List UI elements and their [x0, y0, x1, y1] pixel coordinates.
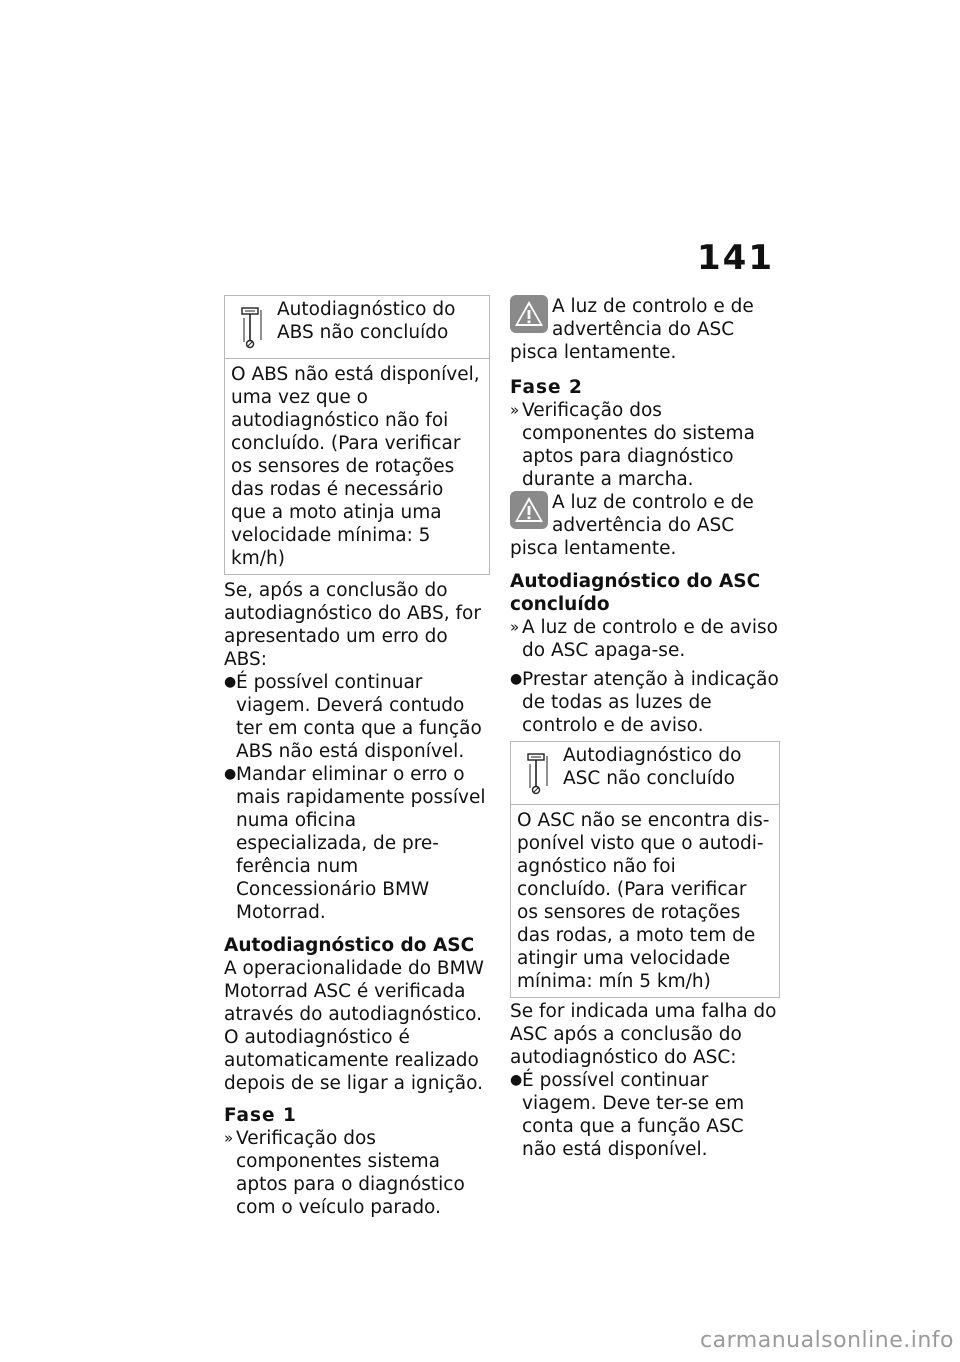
list-item-text: Prestar atenção à indicação de todas as luzes de controlo e de aviso.	[522, 669, 779, 736]
asc-notice-title: Autodiagnóstico do ASC não concluído	[563, 745, 742, 789]
list-item-text: É possível continuar viagem. Deve ter-se em conta que a função ASC não está disponível.	[522, 1070, 745, 1160]
abs-notice-title: Autodiagnóstico do ABS não concluído	[277, 299, 456, 343]
list-item	[510, 668, 780, 737]
arrow-icon: »	[510, 401, 520, 419]
asc-notice-body: O ASC não se encontra disponível visto que o autodiagnóstico não foi concluído. (Para verificar os sensores de rotações das rodas, a moto tem de atingir uma velocidade mínima: mín 5 km/h)	[517, 810, 770, 992]
abs-notice-header	[225, 296, 489, 359]
list-item	[224, 763, 490, 924]
list-item-text: A luz de controlo e de aviso do ASC apaga-se.	[522, 617, 778, 661]
right-column	[510, 295, 780, 1161]
arrow-icon: »	[510, 618, 520, 636]
section-heading-asc-concluido: Autodiagnóstico do ASC concluído	[510, 571, 761, 615]
abs-notice-box	[224, 295, 490, 575]
warning-triangle-icon	[510, 295, 548, 333]
warning-note	[510, 491, 780, 560]
list-item	[510, 399, 780, 491]
asc-notice-box	[510, 741, 780, 998]
asc-notice-header	[511, 742, 779, 805]
page-number: 141	[697, 238, 774, 278]
bullet-icon: ●	[224, 766, 237, 782]
watermark: carmanualsonline.info	[700, 1328, 954, 1353]
diagnostic-gauge-icon	[239, 306, 265, 352]
bullet-icon: ●	[510, 671, 523, 687]
warning-note-text: A luz de controlo e de advertência do ASC pisca lentamente.	[510, 296, 754, 363]
list-item-text: É possível continuar viagem. Deverá contudo ter em conta que a função ABS não está disponível.	[236, 672, 482, 762]
list-item	[224, 671, 490, 763]
bullet-icon: ●	[510, 1072, 523, 1088]
warning-triangle-icon	[510, 491, 548, 529]
list-item	[510, 1069, 780, 1161]
left-column	[224, 295, 490, 1219]
list-item-text: Verificação dos componentes sistema aptos para o diagnóstico com o veículo parado.	[236, 1128, 465, 1218]
phase-1-label: Fase 1	[224, 1105, 297, 1126]
abs-error-intro: Se, após a conclusão do autodiagnóstico do ABS, for apresentado um erro do ABS:	[224, 580, 481, 670]
phase-2-label: Fase 2	[510, 377, 583, 398]
list-item	[224, 1127, 490, 1219]
abs-notice-body: O ABS não está disponível, uma vez que o autodiagnóstico não foi concluído. (Para verificar os sensores de rotações das rodas é necessário que a moto atinja uma velocidade mínima: 5 km/h)	[231, 364, 480, 569]
asc-description: A operacionalidade do BMW Motorrad ASC é verificada através do autodiagnóstico. O autodiagnóstico é automaticamente realizado depois de se ligar a ignição.	[224, 958, 484, 1094]
list-item-text: Verificação dos componentes do sistema aptos para diagnóstico durante a marcha.	[522, 400, 755, 490]
warning-note-text: A luz de controlo e de advertência do ASC pisca lentamente.	[510, 492, 754, 559]
asc-fault-intro: Se for indicada uma falha do ASC após a conclusão do autodiagnóstico do ASC:	[510, 1001, 777, 1068]
list-item-text: Mandar eliminar o erro o mais rapidamente possível numa oficina especializada, de preferência num Concessionário BMW Motorrad.	[236, 764, 486, 923]
bullet-icon: ●	[224, 674, 237, 690]
arrow-icon: »	[224, 1129, 234, 1147]
list-item	[510, 616, 780, 662]
warning-note	[510, 295, 780, 364]
diagnostic-gauge-icon	[525, 752, 551, 798]
section-heading-asc: Autodiagnóstico do ASC	[224, 935, 475, 956]
